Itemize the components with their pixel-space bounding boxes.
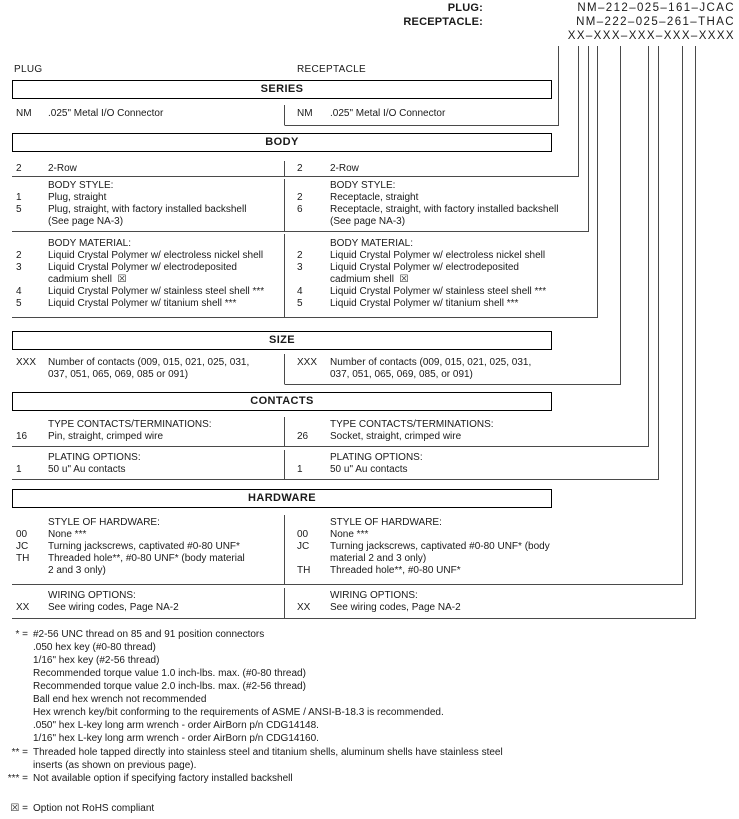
footnote-text: Recommended torque value 1.0 inch-lbs. max. (#0-80 thread)	[33, 668, 306, 679]
section-header-series: SERIES	[12, 80, 552, 99]
option-code: TH	[16, 553, 30, 564]
option-code: 1	[16, 464, 22, 475]
option-text: 037, 051, 065, 069, 085 or 091)	[48, 369, 189, 380]
group-heading: BODY STYLE:	[330, 180, 396, 191]
option-code: 5	[297, 298, 303, 309]
option-code: 3	[297, 262, 303, 273]
receptacle-column-header: RECEPTACLE	[297, 64, 366, 75]
group-heading: TYPE CONTACTS/TERMINATIONS:	[48, 419, 212, 430]
option-code: 1	[297, 464, 303, 475]
option-code: XX	[297, 602, 311, 613]
group-heading: PLATING OPTIONS:	[48, 452, 141, 463]
group-heading: STYLE OF HARDWARE:	[330, 517, 442, 528]
option-text: Pin, straight, crimped wire	[48, 431, 164, 442]
option-text: Liquid Crystal Polymer w/ electroless nickel shell	[330, 250, 546, 261]
receptacle-part-number-row	[373, 16, 735, 30]
option-code: 5	[16, 204, 22, 215]
footnote-text: Hex wrench key/bit conforming to the requirements of ASME / ANSI-B-18.3 is recommended.	[33, 707, 444, 718]
option-text: Liquid Crystal Polymer w/ stainless steel shell ***	[330, 286, 547, 297]
footnote-text: 1/16" hex key (#2-56 thread)	[33, 655, 160, 666]
group-heading: TYPE CONTACTS/TERMINATIONS:	[330, 419, 494, 430]
group-heading: PLATING OPTIONS:	[330, 452, 423, 463]
option-code: XXX	[297, 357, 318, 368]
option-text: Receptacle, straight, with factory installed backshell	[330, 204, 559, 215]
option-text: Liquid Crystal Polymer w/ stainless steel shell ***	[48, 286, 265, 297]
option-text: Socket, straight, crimped wire	[330, 431, 462, 442]
option-text: (See page NA-3)	[330, 216, 406, 227]
option-text: See wiring codes, Page NA-2	[330, 602, 461, 613]
option-text: cadmium shell ☒	[48, 274, 127, 285]
option-text: Liquid Crystal Polymer w/ titanium shell ***	[330, 298, 519, 309]
option-code: JC	[297, 541, 310, 552]
option-text: (See page NA-3)	[48, 216, 124, 227]
option-text: Plug, straight, with factory installed backshell	[48, 204, 247, 215]
option-text: Number of contacts (009, 015, 021, 025, 031,	[330, 357, 532, 368]
option-text: Liquid Crystal Polymer w/ electroless nickel shell	[48, 250, 264, 261]
option-text: None ***	[330, 529, 369, 540]
option-text: 50 u" Au contacts	[330, 464, 408, 475]
option-text: None ***	[48, 529, 87, 540]
option-text: Threaded hole**, #0-80 UNF* (body material	[48, 553, 245, 564]
option-text: .025" Metal I/O Connector	[330, 108, 446, 119]
section-header-body: BODY	[12, 133, 552, 152]
option-code: NM	[16, 108, 32, 119]
option-text: 50 u" Au contacts	[48, 464, 126, 475]
group-heading: WIRING OPTIONS:	[48, 590, 136, 601]
option-code: 1	[16, 192, 22, 203]
part-number-mask-row	[373, 30, 735, 44]
section-header-size: SIZE	[12, 331, 552, 350]
group-heading: STYLE OF HARDWARE:	[48, 517, 160, 528]
footnote-text: Ball end hex wrench not recommended	[33, 694, 207, 705]
option-code: XX	[16, 602, 30, 613]
option-text: 037, 051, 065, 069, 085, or 091)	[330, 369, 473, 380]
footnote-text: #2-56 UNC thread on 85 and 91 position connectors	[33, 629, 265, 640]
footnote-text: Not available option if specifying factory installed backshell	[33, 773, 293, 784]
option-text: See wiring codes, Page NA-2	[48, 602, 179, 613]
option-code: 26	[297, 431, 309, 442]
footnote-label: ☒ =	[10, 803, 28, 814]
footnote-text: Recommended torque value 2.0 inch-lbs. max. (#2-56 thread)	[33, 681, 306, 692]
option-code: 16	[16, 431, 28, 442]
option-text: cadmium shell ☒	[330, 274, 409, 285]
option-code: JC	[16, 541, 29, 552]
option-code: 5	[16, 298, 22, 309]
option-code: 00	[297, 529, 309, 540]
option-text: 2 and 3 only)	[48, 565, 106, 576]
option-code: NM	[297, 108, 313, 119]
group-heading: BODY MATERIAL:	[48, 238, 131, 249]
option-text: .025" Metal I/O Connector	[48, 108, 164, 119]
footnote-label: * =	[15, 629, 28, 640]
option-text: material 2 and 3 only)	[330, 553, 427, 564]
option-code: 4	[297, 286, 303, 297]
part-number-block	[373, 2, 735, 44]
option-text: Liquid Crystal Polymer w/ electrodeposited	[48, 262, 237, 273]
option-code: 2	[297, 163, 303, 174]
option-text: Liquid Crystal Polymer w/ electrodeposited	[330, 262, 519, 273]
option-code: 00	[16, 529, 28, 540]
footnote-text: 1/16" hex L-key long arm wrench - order AirBorn p/n CDG14160.	[33, 733, 319, 744]
option-text: Number of contacts (009, 015, 021, 025, 031,	[48, 357, 250, 368]
group-heading: BODY MATERIAL:	[330, 238, 413, 249]
receptacle-part-number: NM–222–025–261–THAC	[576, 16, 735, 28]
group-heading: WIRING OPTIONS:	[330, 590, 418, 601]
option-text: 2-Row	[330, 163, 359, 174]
section-header-hardware: HARDWARE	[12, 489, 552, 508]
part-number-mask: XX–XXX–XXX–XXX–XXXX	[567, 30, 735, 42]
option-code: 2	[16, 250, 22, 261]
plug-column-header: PLUG	[14, 64, 43, 75]
footnote-text: .050" hex L-key long arm wrench - order AirBorn p/n CDG14148.	[33, 720, 319, 731]
plug-part-number: NM–212–025–161–JCAC	[577, 2, 735, 14]
option-text: Plug, straight	[48, 192, 107, 203]
option-text: Threaded hole**, #0-80 UNF*	[330, 565, 461, 576]
option-code: 2	[16, 163, 22, 174]
footnote-text: inserts (as shown on previous page).	[33, 760, 197, 771]
footnote-label: ** =	[11, 747, 28, 758]
plug-part-number-row	[373, 2, 735, 16]
option-code: TH	[297, 565, 311, 576]
option-text: 2-Row	[48, 163, 77, 174]
option-text: Turning jackscrews, captivated #0-80 UNF*	[48, 541, 240, 552]
option-code: 3	[16, 262, 22, 273]
option-code: 2	[297, 250, 303, 261]
footnote-text: .050 hex key (#0-80 thread)	[33, 642, 156, 653]
section-header-contacts: CONTACTS	[12, 392, 552, 411]
option-text: Liquid Crystal Polymer w/ titanium shell ***	[48, 298, 237, 309]
option-code: XXX	[16, 357, 37, 368]
option-code: 6	[297, 204, 303, 215]
option-code: 4	[16, 286, 22, 297]
plug-label: PLUG:	[447, 2, 483, 14]
option-text: Turning jackscrews, captivated #0-80 UNF* (body	[330, 541, 550, 552]
footnote-text: Threaded hole tapped directly into stainless steel and titanium shells, aluminum shells have stainless steel	[33, 747, 503, 758]
option-text: Receptacle, straight	[330, 192, 419, 203]
option-code: 2	[297, 192, 303, 203]
receptacle-label: RECEPTACLE:	[403, 16, 483, 28]
footnote-label: *** =	[7, 773, 28, 784]
group-heading: BODY STYLE:	[48, 180, 114, 191]
footnote-text: Option not RoHS compliant	[33, 803, 155, 814]
